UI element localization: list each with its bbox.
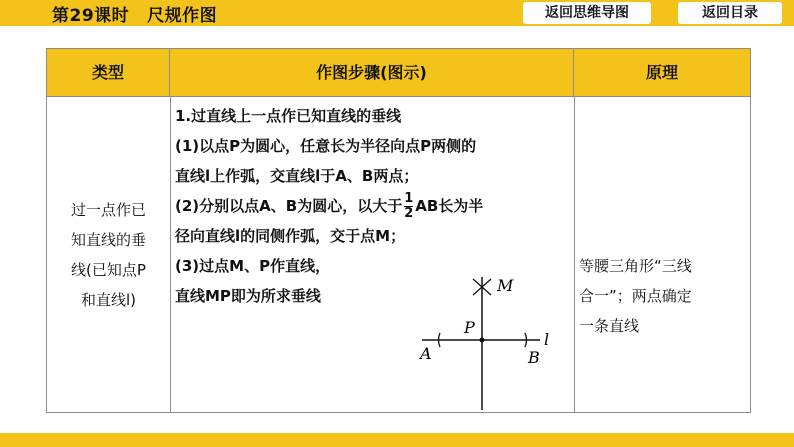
fraction-numerator: 1 xyxy=(404,191,414,206)
principle-line: 等腰三角形“三线 xyxy=(579,257,692,275)
label-p: P xyxy=(464,318,475,337)
label-a: A xyxy=(420,344,432,363)
perpendicular-construction-figure xyxy=(410,265,560,415)
header-steps: 作图步骤(图示) xyxy=(170,49,574,96)
type-cell xyxy=(47,97,170,412)
type-line: 过一点作已 xyxy=(70,200,146,219)
bottom-bar xyxy=(0,433,794,447)
principle-line: 合一”；两点确定 xyxy=(579,287,692,305)
principle-cell xyxy=(579,101,744,341)
step-text: AB长为半 xyxy=(415,197,484,215)
back-to-mindmap-button[interactable]: 返回思维导图 xyxy=(523,2,651,24)
point-p xyxy=(480,338,485,343)
step-text: (2)分别以点A、B为圆心，以大于 xyxy=(175,197,403,215)
back-to-contents-button[interactable]: 返回目录 xyxy=(678,2,782,24)
column-divider xyxy=(170,96,171,412)
label-l: l xyxy=(544,330,550,349)
type-line: 知直线的垂 xyxy=(70,230,146,249)
type-line: 和直线l) xyxy=(80,290,137,309)
step-line: 径向直线l的同侧作弧，交于点M； xyxy=(175,227,406,245)
fraction-one-half xyxy=(404,192,413,221)
fraction-denominator: 2 xyxy=(404,206,414,221)
step-line: 直线MP即为所求垂线 xyxy=(175,287,321,305)
step-line: (3)过点M、P作直线， xyxy=(175,257,331,275)
principle-line: 一条直线 xyxy=(579,317,640,335)
construction-table xyxy=(46,48,751,413)
step-line: 直线l上作弧，交直线l于A、B两点； xyxy=(175,167,419,185)
step-line xyxy=(175,191,575,221)
label-m: M xyxy=(497,276,514,295)
header-principle: 原理 xyxy=(574,49,750,96)
lesson-number: 第29课时 xyxy=(52,6,130,26)
lesson-topic: 尺规作图 xyxy=(147,6,218,26)
step-line: 1.过直线上一点作已知直线的垂线 xyxy=(175,107,402,125)
page-title xyxy=(52,1,217,26)
header-type: 类型 xyxy=(47,49,170,96)
type-line: 线(已知点P xyxy=(71,260,146,279)
label-b: B xyxy=(528,348,540,367)
step-line: (1)以点P为圆心，任意长为半径向点P两侧的 xyxy=(175,137,477,155)
